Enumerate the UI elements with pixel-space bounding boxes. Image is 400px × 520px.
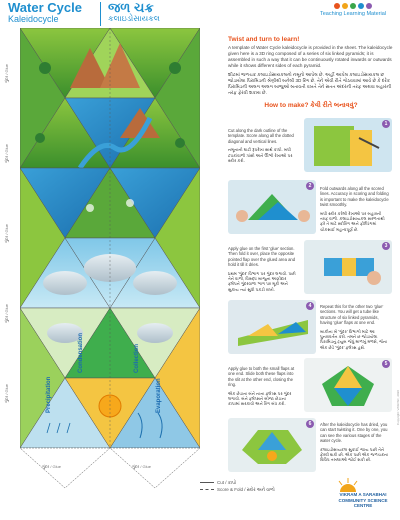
step-text-gu: બધી સ્કોર કરેલી રેખાઓ પર બહારની તરફ વાળો. કલાઇડોસાયકલ સરળતાથી ફરે તે માટે સ્કોરિંગ અને ફોલ્ડિંગમાં ચોકસાઈ મહત્વપૂર્ણ છે. [320, 210, 385, 232]
step-number-badge: 1 [382, 120, 390, 128]
intro-text-en: A template of Water Cycle kaleidocycle is provided in the sheet. The kaleidocycle given here is a 3D ring composed of a series of six linked pyramids; it is assembled in such a way that it can be continuously rotated inwards or outwards while it shows different sides of each pyramid. [228, 45, 393, 68]
logo-dot [358, 3, 364, 9]
intro-heading: Twist and turn to learn! [228, 36, 300, 43]
step-number-badge: 2 [306, 182, 314, 190]
stage-label-precipitation: Precipitation [46, 376, 52, 413]
subtitle-gujarati: કલાઇડોસાયકલ [108, 14, 160, 23]
stage-label-evaporation: Evaporation [156, 378, 162, 413]
step-text-gu: પ્રથમ 'ગુંદર' વિભાગ પર ગુંદર લગાવો. પછી તેને વાળો, વિરુદ્ધ બાજુના અણીદાર ફ્લેપને ગુંદરવાળા ભાગ પર મૂકો અને સુકાય ત્યાં સુધી પકડી રાખો. [228, 270, 296, 292]
footer-org-logo [330, 492, 396, 518]
intro-text-gu: શીટમાં જળચક્ર કલાઇડોસાયકલનો નમૂનો આપેલ છે. અહીં આપેલ કલાઇડોસાયકલ છ જોડાયેલા પિરામિડની શ્રેણીથી બનેલી 3D રિંગ છે. તેને એવી રીતે ગોઠવવામાં આવે છે કે દરેક પિરામિડની અલગ અલગ બાજુઓ બતાવતી વખતે તેને સતત અંદરની તરફ અથવા બહારની તરફ ફેરવી શકાય છે. [228, 72, 392, 95]
legend-score-fold: Score & Fold / સ્કોર અને વાળો [200, 487, 275, 492]
side-credit: Copyright: VASCSC, 2020 [396, 390, 400, 425]
glue-tab-text: ગુંદર / Glue [132, 464, 152, 469]
step-photo [304, 240, 392, 294]
kaleidocycle-template [20, 28, 200, 498]
step-text [320, 186, 390, 232]
logo-dots-icon [318, 3, 388, 9]
step-text-en: Fold outwards along all the scored lines. Accuracy in scoring and folding is important to make the kaleidocycle twist smoothly. [320, 186, 389, 208]
step-text-en: Apply glue to both the small flaps at one end. Slide both these flaps into the slit at the other end, closing the ring. [228, 366, 295, 388]
legend-cut: Cut / કાપો [200, 480, 275, 485]
step-text-gu: એક છેડાના બંને નાના ફ્લેપ્સ પર ગુંદર લગાવો. બંને ફ્લેપ્સને બીજા છેડાના કાપામાં સરકાવો અને રિંગ બંધ કરો. [228, 390, 292, 407]
glue-tab-label: ગુંદર / Glue [4, 144, 9, 164]
tlm-logo [318, 3, 388, 29]
glue-tab-label: ગુંદર / Glue [4, 64, 9, 84]
logo-dot [366, 3, 372, 9]
step-text-gu: નમૂનાની ઘાટી રૂપરેખા સાથે કાપો. બધી ટપકાંવાળી ત્રાંસી અને ઊભી રેખાઓ પર સ્કોર કરો. [228, 147, 293, 164]
glue-tabs [20, 448, 200, 488]
step-text [228, 128, 298, 163]
step-photo [304, 358, 392, 412]
cut-guide-column [2, 24, 16, 494]
step-photo [304, 118, 392, 172]
step-number-badge: 4 [306, 302, 314, 310]
glue-tab-label: ગુંદર / Glue [4, 384, 9, 404]
glue-tab-label: ગુંદર / Glue [4, 224, 9, 244]
step-text-en: Apply glue on the first 'glue' section. Then fold it over, place the opposite pointed flap over the glued area and hold it till it dries. [228, 246, 296, 268]
step-text [228, 246, 298, 292]
logo-dot [334, 3, 340, 9]
vascsc-sun-icon [338, 478, 358, 492]
step-number-badge: 6 [306, 420, 314, 428]
step-text-en: Cut along the dark outline of the template. Score along all the dotted diagonal and vertical lines. [228, 128, 294, 144]
org-name-line2: COMMUNITY SCIENCE CENTRE [338, 497, 388, 508]
org-name-line1: VIKRAM A SARABHAI [339, 492, 387, 497]
step-photo [228, 300, 316, 354]
step-text-gu: બાકીના બે 'ગુંદર' વિભાગો માટે આ પુનરાવર્તન કરો. તમને છ જોડાયેલા પિરામિડનું ટ્યુબ જેવું માળખું મળશે, જેના એક છેડે 'ગુંદર' ફ્લેપ્સ હશે. [320, 328, 388, 350]
stage-label-collection: Collection [134, 343, 140, 373]
logo-dot [350, 3, 356, 9]
intro-section [228, 36, 394, 110]
glue-tab-label: ગુંદર / Glue [4, 304, 9, 324]
subtitle-english: Kaleidocycle [8, 14, 59, 24]
title-english: Water Cycle [8, 0, 82, 15]
step-text-gu: કલાઇડોસાયકલ સુકાઈ જાય પછી તેને ફેરવી શકો છો. એક પછી એક જળચક્રના વિવિધ તબક્કાઓ જોઈ શકો છો. [320, 446, 389, 463]
glue-tab-text: ગુંદર / Glue [42, 464, 62, 469]
how-heading: How to make? કેવી રીતે બનાવવું? [264, 102, 358, 109]
title-divider [100, 2, 101, 26]
step-text-en: Repeat this for the other two 'glue' sections. You will get a tube like structure of six linked pyramids, having 'glue' flaps at one end. [320, 304, 384, 326]
step-text-en: After the kaleidocycle has dried, you can start twisting it. One by one, you can see the various stages of the water cycle. [320, 422, 388, 444]
stage-label-condensation: Condensation [78, 333, 84, 373]
legend [200, 480, 275, 494]
step-photo [228, 418, 316, 472]
step-number-badge: 5 [382, 360, 390, 368]
step-photo [228, 180, 316, 234]
logo-dot [342, 3, 348, 9]
step-number-badge: 3 [382, 242, 390, 250]
step-text [228, 366, 298, 407]
logo-text: Teaching Learning Material [319, 11, 387, 17]
step-text [320, 422, 390, 463]
step-text [320, 304, 390, 350]
title-gujarati: જળ ચક્ર [108, 0, 154, 15]
